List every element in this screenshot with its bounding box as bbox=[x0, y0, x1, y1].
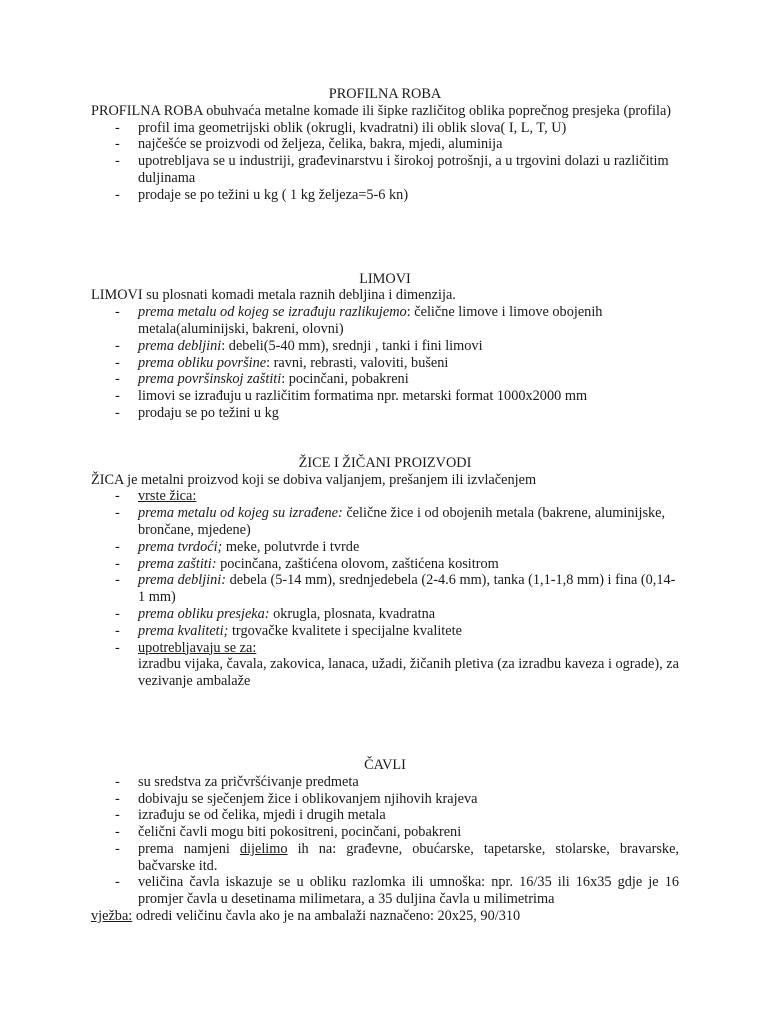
list-item bbox=[91, 841, 679, 875]
list-item: - izrađuju se od čelika, mjedi i drugih metala bbox=[91, 807, 679, 824]
section-intro: ŽICA je metalni proizvod koji se dobiva valjanjem, prešanjem ili izvlačenjem bbox=[91, 471, 537, 488]
item-label: prema zaštiti: bbox=[138, 555, 217, 572]
item-text: čelične žice i od obojenih metala (bakrene, aluminijske, brončane, mjedene) bbox=[138, 505, 666, 538]
item-text: prema namjeni bbox=[138, 840, 240, 857]
list-item: - upotrebljava se u industriji, građevinarstvu i širokoj potrošnji, a u trgovini dolazi u različitim duljinama bbox=[91, 153, 679, 187]
section-title: LIMOVI bbox=[359, 270, 411, 287]
document-page bbox=[91, 86, 679, 925]
item-label: prema debljini bbox=[138, 337, 222, 354]
list-item: - veličina čavla iskazuje se u obliku razlomka ili umnoška: npr. 16/35 ili 16x35 gdje je 16 promjer čavla u desetinama milimetara, a 35 duljina čavla u milimetrima bbox=[91, 874, 679, 908]
section-title: PROFILNA ROBA bbox=[328, 86, 442, 102]
item-text: okrugla, plosnata, kvadratna bbox=[269, 605, 436, 622]
list-item bbox=[91, 606, 679, 623]
bullet-list bbox=[91, 304, 679, 422]
item-label: prema debljini: bbox=[138, 572, 227, 589]
list-item bbox=[91, 623, 679, 640]
item-text: prodaju se po težini u kg bbox=[138, 404, 279, 421]
item-label: prema obliku presjeka: bbox=[138, 605, 270, 622]
list-item bbox=[91, 488, 679, 505]
item-text: limovi se izrađuju u različitim formatima npr. metarski format 1000x2000 mm bbox=[138, 388, 588, 405]
bullet-list bbox=[91, 488, 679, 690]
item-label: upotrebljavaju se za: bbox=[138, 639, 257, 656]
list-item bbox=[91, 539, 679, 556]
exercise-label: vježba: bbox=[91, 908, 133, 925]
spacer bbox=[91, 422, 679, 455]
item-text: ih na: građevne, obućarske, tapetarske, stolarske, bravarske, bačvarske itd. bbox=[138, 840, 679, 874]
item-text: : ravni, rebrasti, valoviti, bušeni bbox=[266, 354, 449, 371]
spacer bbox=[91, 204, 679, 271]
list-item: - najčešće se proizvodi od željeza, čelika, bakra, mjedi, aluminija bbox=[91, 136, 679, 153]
section-zice bbox=[91, 455, 679, 690]
item-label: prema kvaliteti; bbox=[138, 622, 229, 639]
spacer bbox=[91, 690, 679, 757]
item-text: : debeli(5-40 mm), srednji , tanki i fini limovi bbox=[221, 337, 483, 354]
exercise-line bbox=[91, 908, 679, 925]
item-text: trgovačke kvalitete i specijalne kvalitete bbox=[228, 622, 462, 639]
list-item bbox=[91, 304, 679, 338]
list-item bbox=[91, 388, 679, 405]
section-intro: LIMOVI su plosnati komadi metala raznih debljina i dimenzija. bbox=[91, 287, 456, 304]
list-item bbox=[91, 572, 679, 606]
item-label: prema površinskoj zaštiti bbox=[138, 371, 282, 388]
list-item bbox=[91, 556, 679, 573]
exercise-text: odredi veličinu čavla ako je na ambalaži naznačeno: 20x25, 90/310 bbox=[132, 908, 521, 925]
list-item bbox=[91, 355, 679, 372]
list-item-continuation: izradbu vijaka, čavala, zakovica, lanaca, užadi, žičanih pletiva (za izradbu kaveza i ograde), za vezivanje ambalaže bbox=[138, 656, 679, 690]
item-text: debela (5-14 mm), srednjedebela (2-4.6 mm), tanka (1,1-1,8 mm) i fina (0,14-1 mm) bbox=[138, 572, 676, 606]
list-item bbox=[91, 405, 679, 422]
item-underlined: dijelimo bbox=[239, 840, 288, 857]
item-text: : pocinčani, pobakreni bbox=[281, 371, 409, 388]
item-label: vrste žica: bbox=[138, 488, 197, 505]
list-item bbox=[91, 640, 679, 657]
list-item bbox=[91, 505, 679, 539]
list-item: - profil ima geometrijski oblik (okrugli, kvadratni) ili oblik slova( I, L, T, U) bbox=[91, 120, 679, 137]
section-cavli bbox=[91, 757, 679, 925]
list-item bbox=[91, 338, 679, 355]
item-label: prema metalu od kojeg se izrađuju razlikujemo bbox=[138, 304, 407, 321]
section-limovi bbox=[91, 271, 679, 422]
item-text: meke, polutvrde i tvrde bbox=[222, 538, 360, 555]
bullet-list bbox=[91, 120, 679, 204]
section-profilna-roba bbox=[91, 86, 679, 204]
item-label: prema tvrdoći; bbox=[138, 538, 223, 555]
item-text: pocinčana, zaštićena olovom, zaštićena kositrom bbox=[216, 555, 499, 572]
item-label: prema metalu od kojeg su izrađene: bbox=[138, 505, 343, 522]
section-title: ŽICE I ŽIČANI PROIZVODI bbox=[298, 454, 472, 471]
section-intro: PROFILNA ROBA obuhvaća metalne komade ili šipke različitog oblika poprečnog presjeka (profila) bbox=[91, 102, 672, 119]
bullet-list bbox=[91, 774, 679, 908]
list-item: - prodaje se po težini u kg ( 1 kg željeza=5-6 kn) bbox=[91, 187, 679, 204]
section-title: ČAVLI bbox=[364, 756, 406, 773]
item-text: : čelične limove i limove obojenih metala(aluminijski, bakreni, olovni) bbox=[138, 304, 603, 337]
item-label: prema obliku površine bbox=[138, 354, 267, 371]
list-item: - čelični čavli mogu biti pokositreni, pocinčani, pobakreni bbox=[91, 824, 679, 841]
list-item: - dobivaju se sječenjem žice i oblikovanjem njihovih krajeva bbox=[91, 791, 679, 808]
list-item bbox=[91, 371, 679, 388]
list-item: - su sredstva za pričvršćivanje predmeta bbox=[91, 774, 679, 791]
